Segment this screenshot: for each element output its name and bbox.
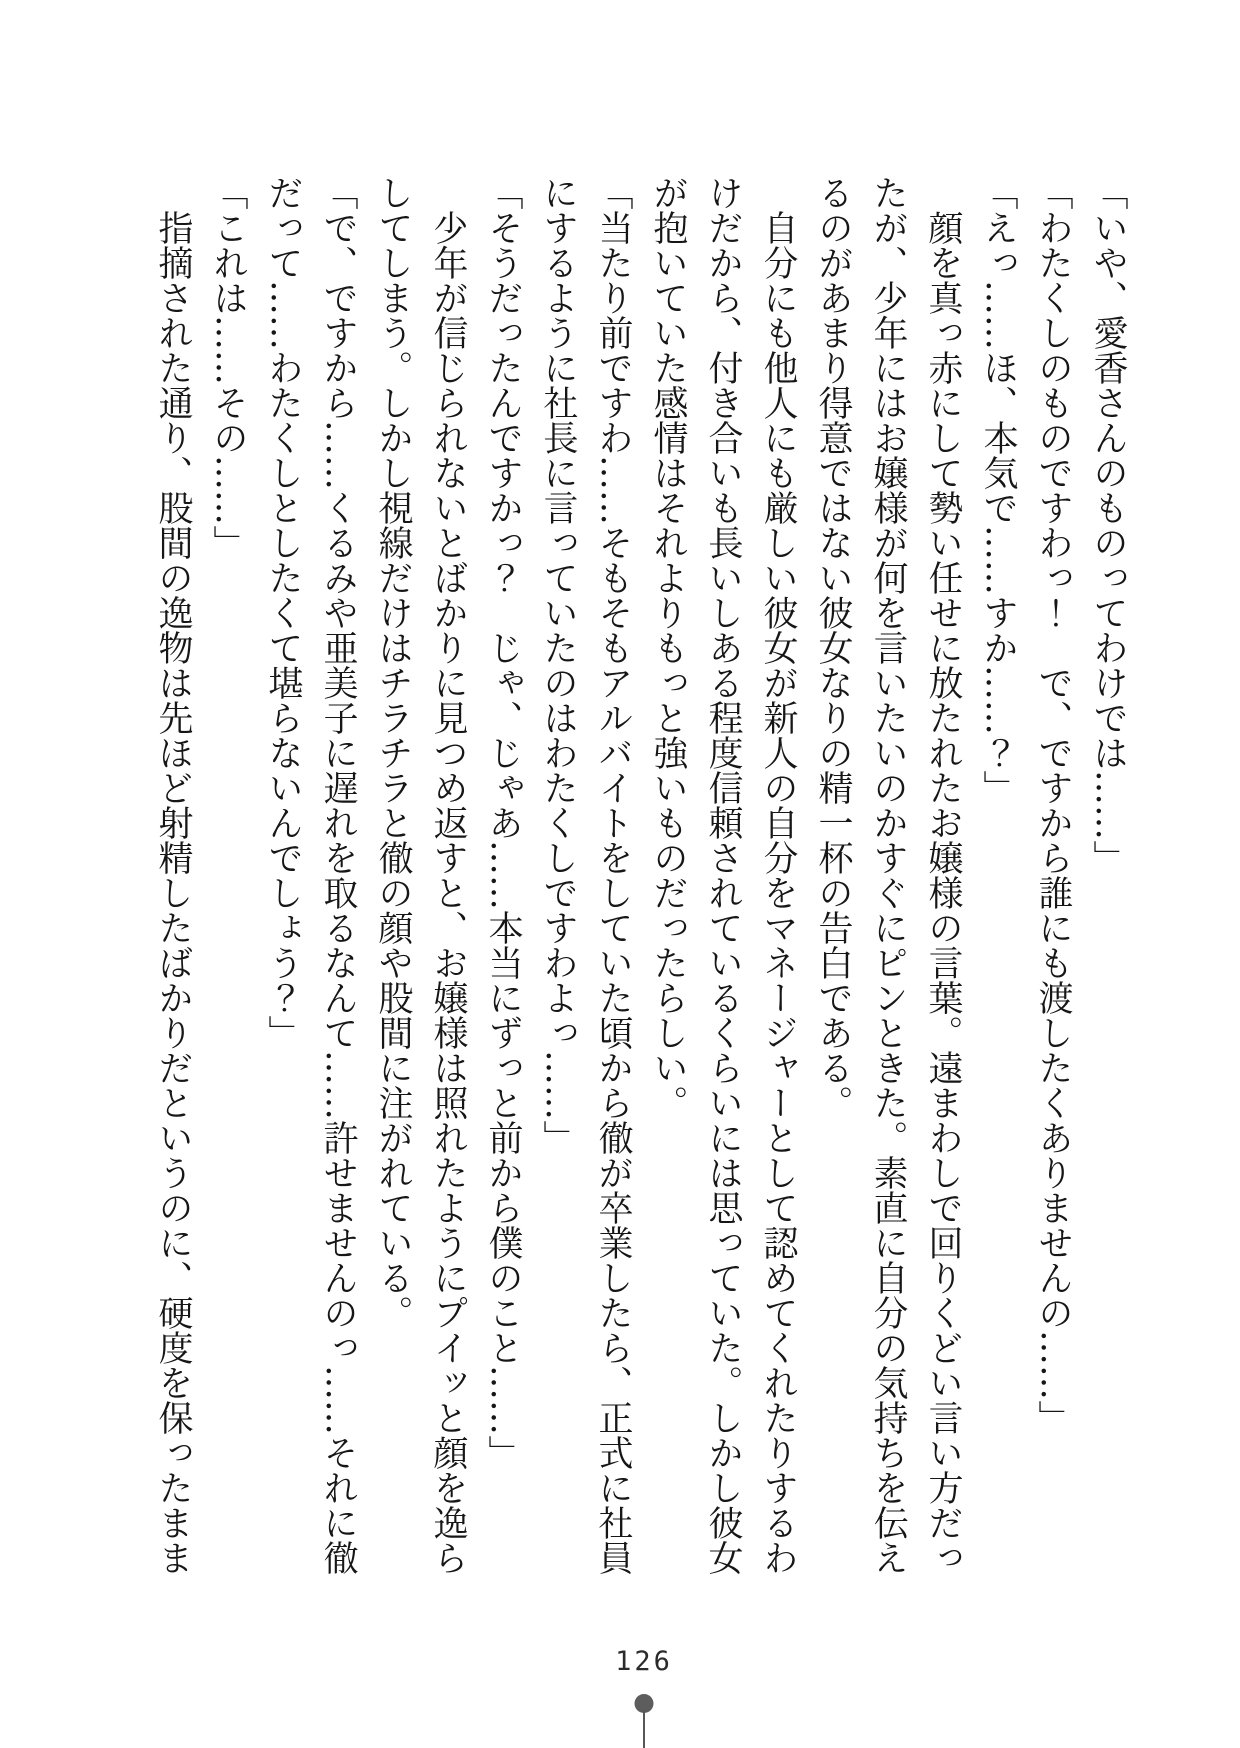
text-line: 「そうだったんですかっ？ じゃ、じゃあ……本当にずっと前から僕のこと……」 bbox=[483, 175, 523, 1470]
text-line: してしまう。しかし視線だけはチラチラと徹の顔や股間に注がれている。 bbox=[373, 175, 413, 1330]
text-line: たが、少年にはお嬢様が何を言いたいのかすぐにピンときた。素直に自分の気持ちを伝え bbox=[868, 175, 908, 1575]
text-line: 「これは……その……」 bbox=[208, 175, 248, 560]
page-number: 126 bbox=[615, 1646, 673, 1677]
text-line: るのがあまり得意ではない彼女なりの精一杯の告白である。 bbox=[813, 175, 853, 1120]
text-line: 「えっ……ほ、本気で……すか……？」 bbox=[978, 175, 1018, 805]
text-line: 「わたくしのものですわっ！ で、ですから誰にも渡したくありませんの……」 bbox=[1033, 175, 1073, 1435]
text-line: 指摘された通り、股間の逸物は先ほど射精したばかりだというのに、硬度を保ったまま bbox=[153, 210, 193, 1575]
vertical-text-block bbox=[145, 175, 1135, 1585]
text-line: が抱いていた感情はそれよりもっと強いものだったらしい。 bbox=[648, 175, 688, 1120]
text-line: だって……わたくしとしたくて堪らないんでしょう？」 bbox=[263, 175, 303, 1050]
text-line: 「いや、愛香さんのものってわけでは……」 bbox=[1088, 175, 1128, 875]
text-line: にするように社長に言っていたのはわたくしですわよっ……」 bbox=[538, 175, 578, 1155]
text-line: 少年が信じられないとばかりに見つめ返すと、お嬢様は照れたようにプイッと顔を逸ら bbox=[428, 210, 468, 1575]
text-line: けだから、付き合いも長いしある程度信頼されているくらいには思っていた。しかし彼女 bbox=[703, 175, 743, 1575]
text-line: 自分にも他人にも厳しい彼女が新人の自分をマネージャーとして認めてくれたりするわ bbox=[758, 210, 798, 1575]
text-line: 顔を真っ赤にして勢い任せに放たれたお嬢様の言葉。遠まわしで回りくどい言い方だっ bbox=[923, 210, 963, 1575]
text-line: 「当たり前ですわ……そもそもアルバイトをしていた頃から徹が卒業したら、正式に社員 bbox=[593, 175, 633, 1575]
text-line: 「で、ですから……くるみや亜美子に遅れを取るなんて……許せませんのっ……それに徹 bbox=[318, 175, 358, 1575]
footer-ornament-line bbox=[643, 1710, 645, 1748]
